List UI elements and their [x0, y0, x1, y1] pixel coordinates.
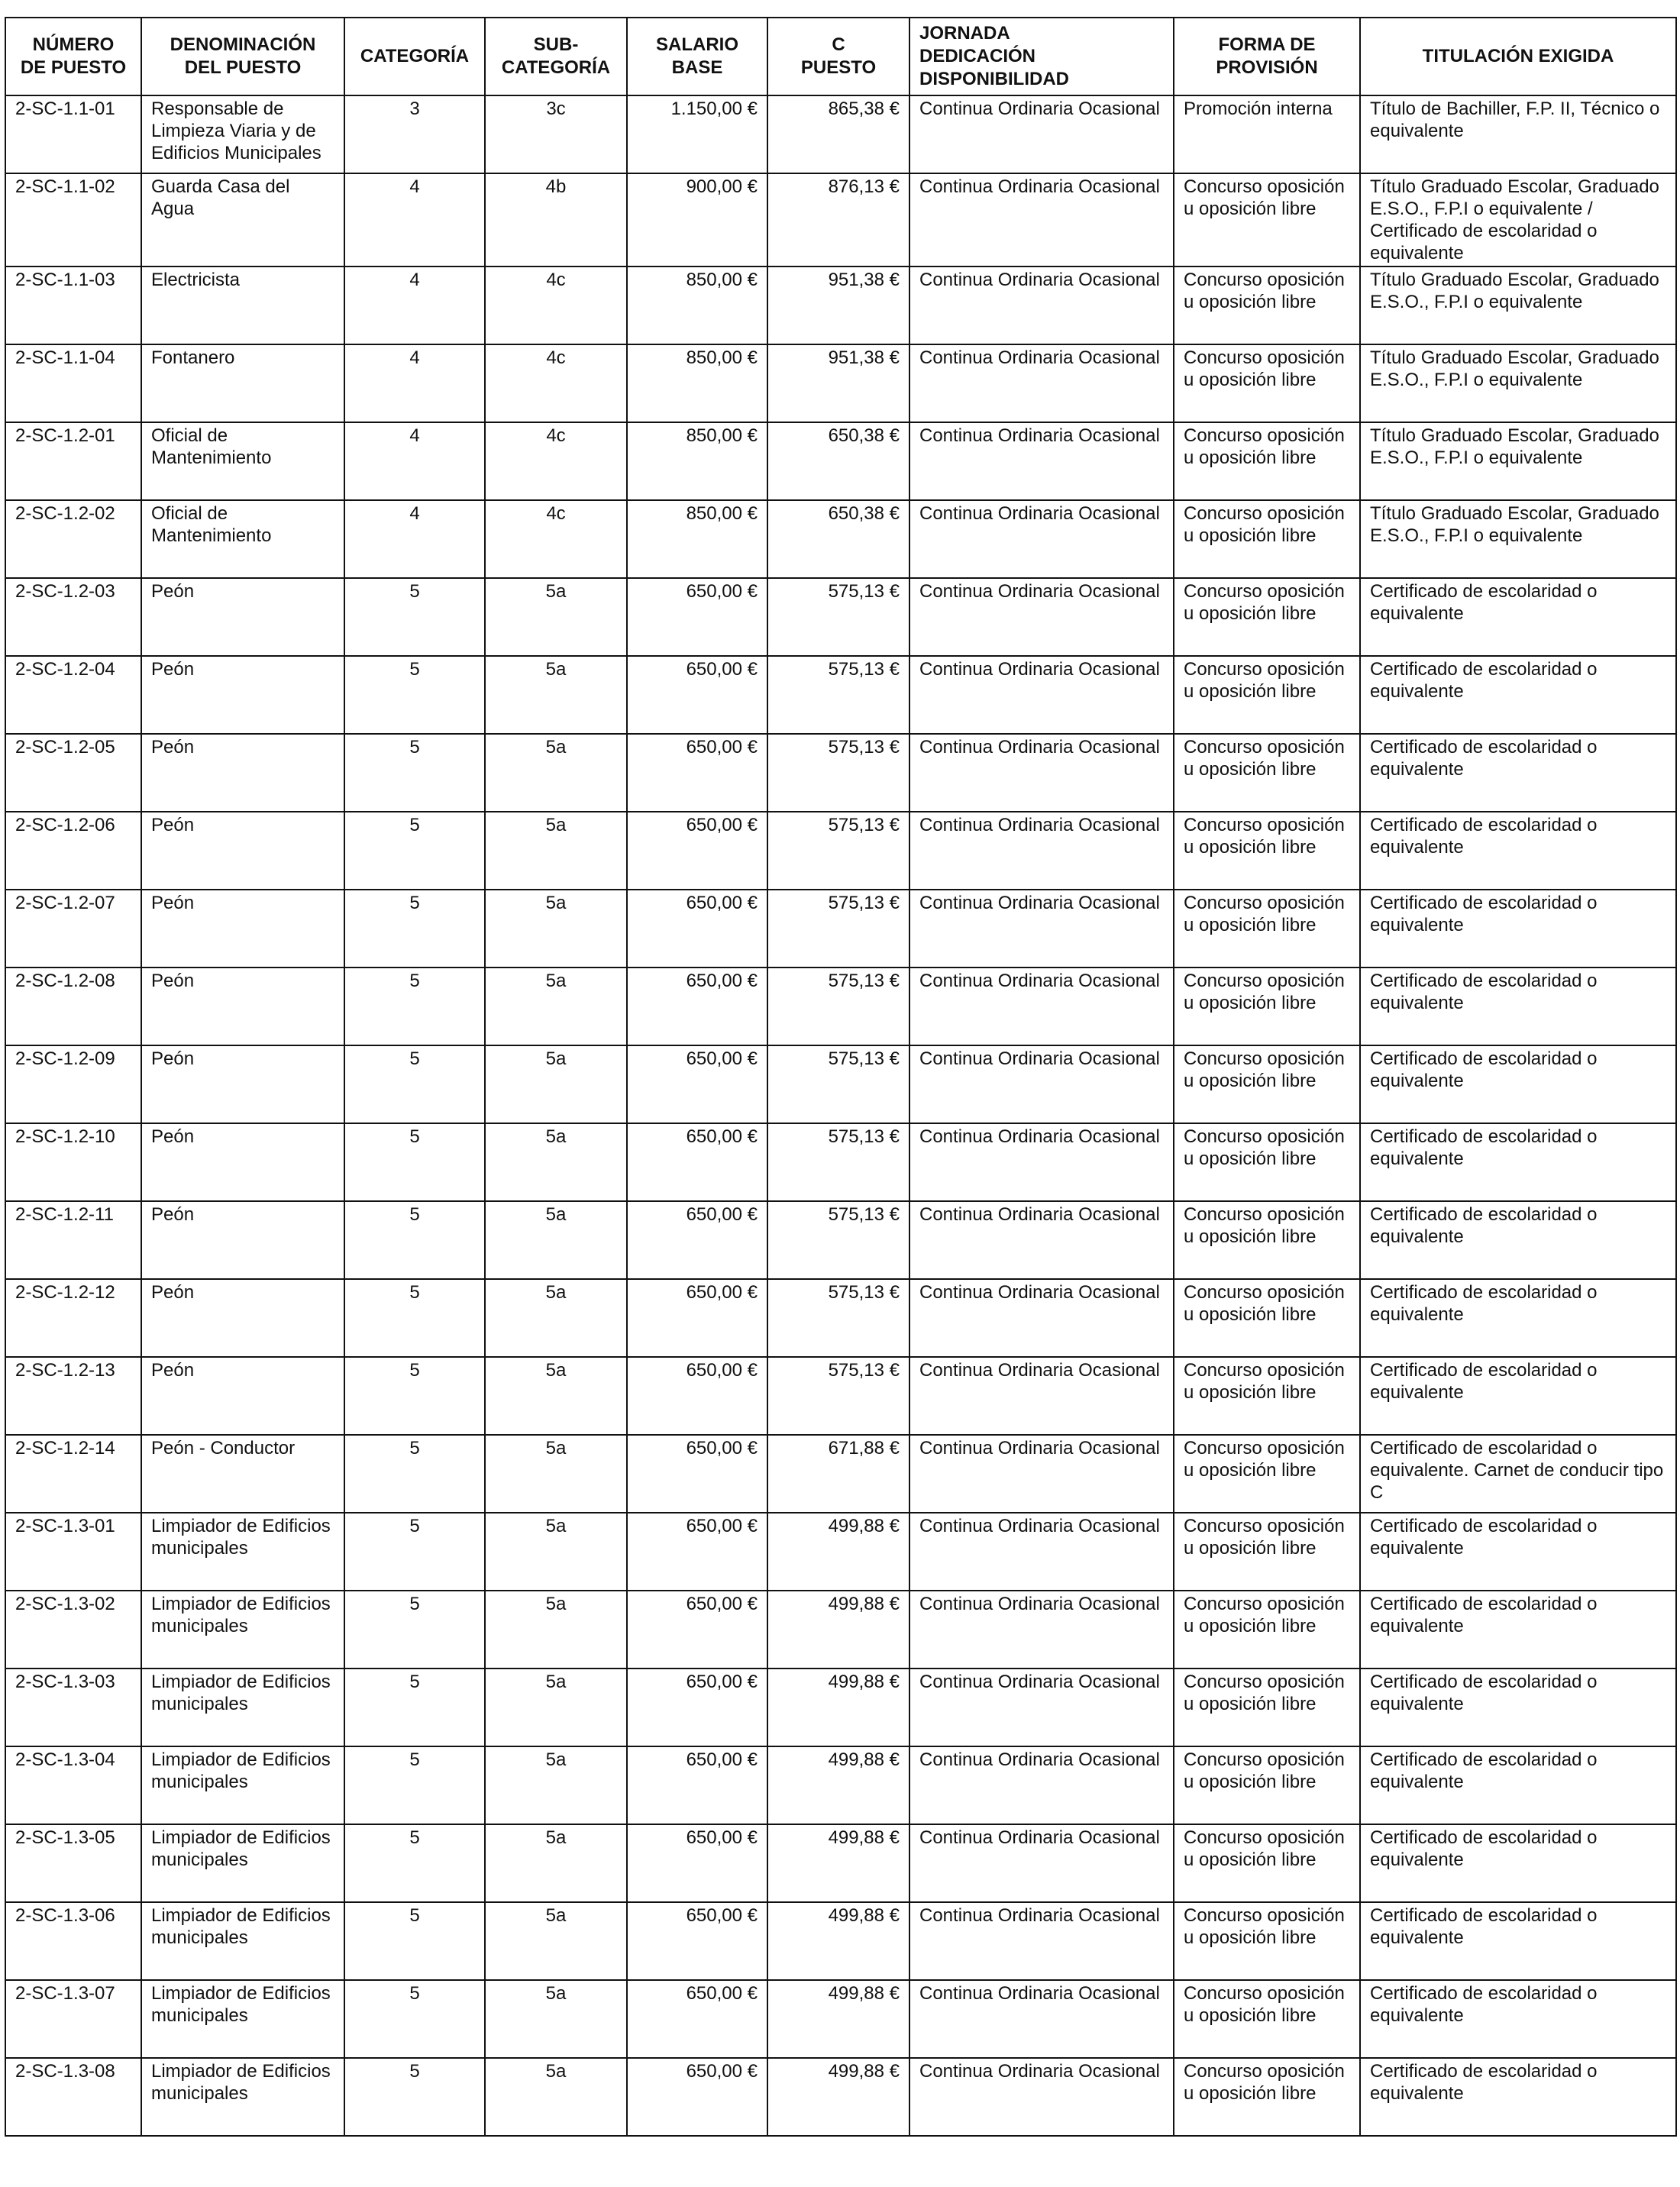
c-puesto-cell: 575,13 €: [767, 812, 909, 890]
subcategoria-cell: 5a: [485, 1824, 627, 1902]
denominacion-cell: Peón: [141, 656, 344, 734]
subcategoria-cell: 5a: [485, 1357, 627, 1435]
titulacion-cell: Certificado de escolaridad o equivalente. Carnet de conducir tipo C: [1360, 1435, 1676, 1513]
forma-provision-cell: Concurso oposición u oposición libre: [1174, 1201, 1360, 1279]
header-numero-puesto: NÚMERO DE PUESTO: [5, 18, 141, 95]
categoria-cell: 5: [344, 2058, 485, 2136]
c-puesto-cell: 499,88 €: [767, 1824, 909, 1902]
categoria-cell: 4: [344, 500, 485, 578]
categoria-cell: 5: [344, 812, 485, 890]
forma-provision-cell: Concurso oposición u oposición libre: [1174, 1357, 1360, 1435]
salario-base-cell: 650,00 €: [627, 1513, 767, 1591]
subcategoria-cell: 5a: [485, 812, 627, 890]
c-puesto-cell: 671,88 €: [767, 1435, 909, 1513]
table-row: [5, 1201, 1676, 1279]
forma-provision-cell: Concurso oposición u oposición libre: [1174, 422, 1360, 500]
numero-cell: 2-SC-1.3-07: [5, 1980, 141, 2058]
salario-base-cell: 650,00 €: [627, 1045, 767, 1123]
subcategoria-cell: 5a: [485, 1201, 627, 1279]
table-row: [5, 344, 1676, 422]
categoria-cell: 5: [344, 656, 485, 734]
titulacion-cell: Título de Bachiller, F.P. II, Técnico o equivalente: [1360, 95, 1676, 173]
titulacion-cell: Título Graduado Escolar, Graduado E.S.O., F.P.I o equivalente: [1360, 344, 1676, 422]
subcategoria-cell: 3c: [485, 95, 627, 173]
table-body: [5, 95, 1676, 2136]
numero-cell: 2-SC-1.3-03: [5, 1669, 141, 1746]
titulacion-cell: Certificado de escolaridad o equivalente: [1360, 1513, 1676, 1591]
categoria-cell: 5: [344, 578, 485, 656]
titulacion-cell: Certificado de escolaridad o equivalente: [1360, 734, 1676, 812]
denominacion-cell: Limpiador de Edificios municipales: [141, 1746, 344, 1824]
titulacion-cell: Certificado de escolaridad o equivalente: [1360, 812, 1676, 890]
salario-base-cell: 650,00 €: [627, 812, 767, 890]
salario-base-cell: 650,00 €: [627, 1435, 767, 1513]
salario-base-cell: 650,00 €: [627, 1201, 767, 1279]
header-subcategoria: SUB- CATEGORÍA: [485, 18, 627, 95]
table-row: [5, 95, 1676, 173]
subcategoria-cell: 4c: [485, 344, 627, 422]
forma-provision-cell: Concurso oposición u oposición libre: [1174, 173, 1360, 267]
numero-cell: 2-SC-1.2-09: [5, 1045, 141, 1123]
c-puesto-cell: 499,88 €: [767, 1513, 909, 1591]
table-header: [5, 18, 1676, 95]
titulacion-cell: Certificado de escolaridad o equivalente: [1360, 1746, 1676, 1824]
table-row: [5, 1435, 1676, 1513]
forma-provision-cell: Concurso oposición u oposición libre: [1174, 500, 1360, 578]
jornada-cell: Continua Ordinaria Ocasional: [909, 2058, 1174, 2136]
table-row: [5, 656, 1676, 734]
salario-base-cell: 850,00 €: [627, 344, 767, 422]
titulacion-cell: Certificado de escolaridad o equivalente: [1360, 2058, 1676, 2136]
salario-base-cell: 650,00 €: [627, 1746, 767, 1824]
denominacion-cell: Peón: [141, 1357, 344, 1435]
denominacion-cell: Peón: [141, 734, 344, 812]
categoria-cell: 3: [344, 95, 485, 173]
subcategoria-cell: 4c: [485, 267, 627, 344]
subcategoria-cell: 5a: [485, 1746, 627, 1824]
categoria-cell: 5: [344, 1045, 485, 1123]
salario-base-cell: 850,00 €: [627, 267, 767, 344]
salario-base-cell: 650,00 €: [627, 1279, 767, 1357]
subcategoria-cell: 4c: [485, 500, 627, 578]
categoria-cell: 5: [344, 1435, 485, 1513]
numero-cell: 2-SC-1.2-07: [5, 890, 141, 968]
denominacion-cell: Fontanero: [141, 344, 344, 422]
c-puesto-cell: 865,38 €: [767, 95, 909, 173]
titulacion-cell: Certificado de escolaridad o equivalente: [1360, 1279, 1676, 1357]
jornada-cell: Continua Ordinaria Ocasional: [909, 1902, 1174, 1980]
forma-provision-cell: Promoción interna: [1174, 95, 1360, 173]
titulacion-cell: Certificado de escolaridad o equivalente: [1360, 968, 1676, 1045]
forma-provision-cell: Concurso oposición u oposición libre: [1174, 1824, 1360, 1902]
salario-base-cell: 650,00 €: [627, 656, 767, 734]
subcategoria-cell: 5a: [485, 2058, 627, 2136]
numero-cell: 2-SC-1.2-14: [5, 1435, 141, 1513]
c-puesto-cell: 499,88 €: [767, 1980, 909, 2058]
denominacion-cell: Limpiador de Edificios municipales: [141, 1591, 344, 1669]
salario-base-cell: 650,00 €: [627, 968, 767, 1045]
numero-cell: 2-SC-1.1-02: [5, 173, 141, 267]
denominacion-cell: Peón: [141, 1045, 344, 1123]
subcategoria-cell: 5a: [485, 656, 627, 734]
c-puesto-cell: 650,38 €: [767, 500, 909, 578]
categoria-cell: 5: [344, 1279, 485, 1357]
titulacion-cell: Certificado de escolaridad o equivalente: [1360, 1980, 1676, 2058]
jornada-cell: Continua Ordinaria Ocasional: [909, 656, 1174, 734]
titulacion-cell: Certificado de escolaridad o equivalente: [1360, 1902, 1676, 1980]
denominacion-cell: Guarda Casa del Agua: [141, 173, 344, 267]
salario-base-cell: 900,00 €: [627, 173, 767, 267]
numero-cell: 2-SC-1.3-05: [5, 1824, 141, 1902]
jornada-cell: Continua Ordinaria Ocasional: [909, 95, 1174, 173]
table-row: [5, 1591, 1676, 1669]
subcategoria-cell: 5a: [485, 578, 627, 656]
subcategoria-cell: 5a: [485, 890, 627, 968]
forma-provision-cell: Concurso oposición u oposición libre: [1174, 1591, 1360, 1669]
jornada-cell: Continua Ordinaria Ocasional: [909, 812, 1174, 890]
c-puesto-cell: 575,13 €: [767, 1201, 909, 1279]
jornada-cell: Continua Ordinaria Ocasional: [909, 1279, 1174, 1357]
subcategoria-cell: 5a: [485, 734, 627, 812]
salario-base-cell: 650,00 €: [627, 1902, 767, 1980]
titulacion-cell: Certificado de escolaridad o equivalente: [1360, 1045, 1676, 1123]
denominacion-cell: Peón: [141, 890, 344, 968]
c-puesto-cell: 575,13 €: [767, 734, 909, 812]
denominacion-cell: Peón: [141, 1201, 344, 1279]
titulacion-cell: Certificado de escolaridad o equivalente: [1360, 578, 1676, 656]
forma-provision-cell: Concurso oposición u oposición libre: [1174, 344, 1360, 422]
categoria-cell: 4: [344, 422, 485, 500]
categoria-cell: 5: [344, 1513, 485, 1591]
subcategoria-cell: 5a: [485, 1513, 627, 1591]
table-row: [5, 734, 1676, 812]
numero-cell: 2-SC-1.3-01: [5, 1513, 141, 1591]
denominacion-cell: Limpiador de Edificios municipales: [141, 1824, 344, 1902]
forma-provision-cell: Concurso oposición u oposición libre: [1174, 968, 1360, 1045]
forma-provision-cell: Concurso oposición u oposición libre: [1174, 1279, 1360, 1357]
denominacion-cell: Oficial de Mantenimiento: [141, 500, 344, 578]
numero-cell: 2-SC-1.3-08: [5, 2058, 141, 2136]
numero-cell: 2-SC-1.3-06: [5, 1902, 141, 1980]
header-salario-base: SALARIO BASE: [627, 18, 767, 95]
table-row: [5, 2058, 1676, 2136]
denominacion-cell: Peón: [141, 1123, 344, 1201]
forma-provision-cell: Concurso oposición u oposición libre: [1174, 1902, 1360, 1980]
jornada-cell: Continua Ordinaria Ocasional: [909, 1045, 1174, 1123]
categoria-cell: 5: [344, 1746, 485, 1824]
salario-base-cell: 650,00 €: [627, 1591, 767, 1669]
categoria-cell: 5: [344, 1824, 485, 1902]
forma-provision-cell: Concurso oposición u oposición libre: [1174, 1513, 1360, 1591]
categoria-cell: 5: [344, 734, 485, 812]
c-puesto-cell: 575,13 €: [767, 1357, 909, 1435]
numero-cell: 2-SC-1.2-03: [5, 578, 141, 656]
salario-base-cell: 650,00 €: [627, 1669, 767, 1746]
table-row: [5, 1980, 1676, 2058]
jornada-cell: Continua Ordinaria Ocasional: [909, 1201, 1174, 1279]
titulacion-cell: Certificado de escolaridad o equivalente: [1360, 890, 1676, 968]
titulacion-cell: Certificado de escolaridad o equivalente: [1360, 1201, 1676, 1279]
header-titulacion: TITULACIÓN EXIGIDA: [1360, 18, 1676, 95]
jornada-cell: Continua Ordinaria Ocasional: [909, 1435, 1174, 1513]
subcategoria-cell: 5a: [485, 1435, 627, 1513]
forma-provision-cell: Concurso oposición u oposición libre: [1174, 267, 1360, 344]
c-puesto-cell: 575,13 €: [767, 968, 909, 1045]
categoria-cell: 5: [344, 968, 485, 1045]
titulacion-cell: Certificado de escolaridad o equivalente: [1360, 1357, 1676, 1435]
subcategoria-cell: 5a: [485, 1980, 627, 2058]
table-row: [5, 1513, 1676, 1591]
table-row: [5, 500, 1676, 578]
jornada-cell: Continua Ordinaria Ocasional: [909, 344, 1174, 422]
table-row: [5, 1357, 1676, 1435]
denominacion-cell: Limpiador de Edificios municipales: [141, 1513, 344, 1591]
numero-cell: 2-SC-1.2-01: [5, 422, 141, 500]
c-puesto-cell: 499,88 €: [767, 1669, 909, 1746]
jornada-cell: Continua Ordinaria Ocasional: [909, 1357, 1174, 1435]
table-row: [5, 812, 1676, 890]
table-row: [5, 422, 1676, 500]
titulacion-cell: Certificado de escolaridad o equivalente: [1360, 656, 1676, 734]
forma-provision-cell: Concurso oposición u oposición libre: [1174, 656, 1360, 734]
salario-base-cell: 1.150,00 €: [627, 95, 767, 173]
numero-cell: 2-SC-1.2-11: [5, 1201, 141, 1279]
jornada-cell: Continua Ordinaria Ocasional: [909, 500, 1174, 578]
salario-base-cell: 850,00 €: [627, 500, 767, 578]
denominacion-cell: Peón: [141, 1279, 344, 1357]
titulacion-cell: Certificado de escolaridad o equivalente: [1360, 1591, 1676, 1669]
titulacion-cell: Certificado de escolaridad o equivalente: [1360, 1123, 1676, 1201]
jornada-cell: Continua Ordinaria Ocasional: [909, 173, 1174, 267]
c-puesto-cell: 575,13 €: [767, 890, 909, 968]
denominacion-cell: Responsable de Limpieza Viaria y de Edificios Municipales: [141, 95, 344, 173]
numero-cell: 2-SC-1.2-04: [5, 656, 141, 734]
titulacion-cell: Título Graduado Escolar, Graduado E.S.O., F.P.I o equivalente: [1360, 422, 1676, 500]
categoria-cell: 5: [344, 1669, 485, 1746]
titulacion-cell: Certificado de escolaridad o equivalente: [1360, 1669, 1676, 1746]
numero-cell: 2-SC-1.2-12: [5, 1279, 141, 1357]
jornada-cell: Continua Ordinaria Ocasional: [909, 1591, 1174, 1669]
forma-provision-cell: Concurso oposición u oposición libre: [1174, 890, 1360, 968]
jornada-cell: Continua Ordinaria Ocasional: [909, 1980, 1174, 2058]
jornada-cell: Continua Ordinaria Ocasional: [909, 734, 1174, 812]
jornada-cell: Continua Ordinaria Ocasional: [909, 1669, 1174, 1746]
numero-cell: 2-SC-1.2-06: [5, 812, 141, 890]
numero-cell: 2-SC-1.1-04: [5, 344, 141, 422]
numero-cell: 2-SC-1.2-02: [5, 500, 141, 578]
jornada-cell: Continua Ordinaria Ocasional: [909, 1513, 1174, 1591]
c-puesto-cell: 951,38 €: [767, 267, 909, 344]
table-row: [5, 1824, 1676, 1902]
c-puesto-cell: 951,38 €: [767, 344, 909, 422]
jornada-cell: Continua Ordinaria Ocasional: [909, 968, 1174, 1045]
categoria-cell: 4: [344, 267, 485, 344]
forma-provision-cell: Concurso oposición u oposición libre: [1174, 2058, 1360, 2136]
salario-base-cell: 650,00 €: [627, 578, 767, 656]
table-row: [5, 1746, 1676, 1824]
table-row: [5, 1669, 1676, 1746]
numero-cell: 2-SC-1.3-04: [5, 1746, 141, 1824]
c-puesto-cell: 575,13 €: [767, 1045, 909, 1123]
categoria-cell: 5: [344, 1123, 485, 1201]
categoria-cell: 5: [344, 890, 485, 968]
header-denominacion: DENOMINACIÓN DEL PUESTO: [141, 18, 344, 95]
categoria-cell: 5: [344, 1980, 485, 2058]
titulacion-cell: Título Graduado Escolar, Graduado E.S.O., F.P.I o equivalente: [1360, 267, 1676, 344]
salario-base-cell: 650,00 €: [627, 1123, 767, 1201]
denominacion-cell: Limpiador de Edificios municipales: [141, 1902, 344, 1980]
categoria-cell: 5: [344, 1902, 485, 1980]
jornada-cell: Continua Ordinaria Ocasional: [909, 578, 1174, 656]
c-puesto-cell: 650,38 €: [767, 422, 909, 500]
denominacion-cell: Peón: [141, 578, 344, 656]
salario-base-cell: 650,00 €: [627, 1357, 767, 1435]
c-puesto-cell: 499,88 €: [767, 1902, 909, 1980]
categoria-cell: 5: [344, 1201, 485, 1279]
categoria-cell: 5: [344, 1357, 485, 1435]
jornada-cell: Continua Ordinaria Ocasional: [909, 1123, 1174, 1201]
categoria-cell: 4: [344, 173, 485, 267]
numero-cell: 2-SC-1.3-02: [5, 1591, 141, 1669]
salario-base-cell: 650,00 €: [627, 890, 767, 968]
header-categoria: CATEGORÍA: [344, 18, 485, 95]
c-puesto-cell: 499,88 €: [767, 1746, 909, 1824]
forma-provision-cell: Concurso oposición u oposición libre: [1174, 734, 1360, 812]
numero-cell: 2-SC-1.1-01: [5, 95, 141, 173]
forma-provision-cell: Concurso oposición u oposición libre: [1174, 1669, 1360, 1746]
jornada-cell: Continua Ordinaria Ocasional: [909, 267, 1174, 344]
salario-base-cell: 650,00 €: [627, 734, 767, 812]
jornada-cell: Continua Ordinaria Ocasional: [909, 1824, 1174, 1902]
subcategoria-cell: 5a: [485, 1045, 627, 1123]
c-puesto-cell: 575,13 €: [767, 1123, 909, 1201]
forma-provision-cell: Concurso oposición u oposición libre: [1174, 1045, 1360, 1123]
subcategoria-cell: 5a: [485, 968, 627, 1045]
table-row: [5, 578, 1676, 656]
table-row: [5, 1902, 1676, 1980]
subcategoria-cell: 5a: [485, 1123, 627, 1201]
salario-base-cell: 850,00 €: [627, 422, 767, 500]
numero-cell: 2-SC-1.1-03: [5, 267, 141, 344]
titulacion-cell: Título Graduado Escolar, Graduado E.S.O., F.P.I o equivalente / Certificado de escolaridad o equivalente: [1360, 173, 1676, 267]
numero-cell: 2-SC-1.2-05: [5, 734, 141, 812]
forma-provision-cell: Concurso oposición u oposición libre: [1174, 1980, 1360, 2058]
categoria-cell: 5: [344, 1591, 485, 1669]
subcategoria-cell: 5a: [485, 1591, 627, 1669]
table-row: [5, 1123, 1676, 1201]
subcategoria-cell: 5a: [485, 1669, 627, 1746]
numero-cell: 2-SC-1.2-08: [5, 968, 141, 1045]
subcategoria-cell: 4c: [485, 422, 627, 500]
titulacion-cell: Certificado de escolaridad o equivalente: [1360, 1824, 1676, 1902]
subcategoria-cell: 4b: [485, 173, 627, 267]
table-row: [5, 1279, 1676, 1357]
c-puesto-cell: 575,13 €: [767, 1279, 909, 1357]
header-forma-provision: FORMA DE PROVISIÓN: [1174, 18, 1360, 95]
subcategoria-cell: 5a: [485, 1902, 627, 1980]
c-puesto-cell: 876,13 €: [767, 173, 909, 267]
forma-provision-cell: Concurso oposición u oposición libre: [1174, 578, 1360, 656]
table-row: [5, 890, 1676, 968]
c-puesto-cell: 499,88 €: [767, 2058, 909, 2136]
titulacion-cell: Título Graduado Escolar, Graduado E.S.O., F.P.I o equivalente: [1360, 500, 1676, 578]
forma-provision-cell: Concurso oposición u oposición libre: [1174, 812, 1360, 890]
jornada-cell: Continua Ordinaria Ocasional: [909, 1746, 1174, 1824]
subcategoria-cell: 5a: [485, 1279, 627, 1357]
c-puesto-cell: 499,88 €: [767, 1591, 909, 1669]
forma-provision-cell: Concurso oposición u oposición libre: [1174, 1746, 1360, 1824]
header-c-puesto: C PUESTO: [767, 18, 909, 95]
c-puesto-cell: 575,13 €: [767, 656, 909, 734]
table-row: [5, 173, 1676, 267]
header-row: [5, 18, 1676, 95]
denominacion-cell: Peón: [141, 812, 344, 890]
salario-base-cell: 650,00 €: [627, 1824, 767, 1902]
denominacion-cell: Limpiador de Edificios municipales: [141, 1980, 344, 2058]
c-puesto-cell: 575,13 €: [767, 578, 909, 656]
denominacion-cell: Peón: [141, 968, 344, 1045]
forma-provision-cell: Concurso oposición u oposición libre: [1174, 1123, 1360, 1201]
salario-base-cell: 650,00 €: [627, 1980, 767, 2058]
salario-base-cell: 650,00 €: [627, 2058, 767, 2136]
table-row: [5, 968, 1676, 1045]
header-jornada: JORNADA DEDICACIÓN DISPONIBILIDAD: [909, 18, 1174, 95]
table-row: [5, 267, 1676, 344]
denominacion-cell: Limpiador de Edificios municipales: [141, 1669, 344, 1746]
table-row: [5, 1045, 1676, 1123]
numero-cell: 2-SC-1.2-13: [5, 1357, 141, 1435]
denominacion-cell: Peón - Conductor: [141, 1435, 344, 1513]
denominacion-cell: Electricista: [141, 267, 344, 344]
jornada-cell: Continua Ordinaria Ocasional: [909, 890, 1174, 968]
numero-cell: 2-SC-1.2-10: [5, 1123, 141, 1201]
forma-provision-cell: Concurso oposición u oposición libre: [1174, 1435, 1360, 1513]
job-positions-table: [5, 17, 1677, 2137]
categoria-cell: 4: [344, 344, 485, 422]
denominacion-cell: Limpiador de Edificios municipales: [141, 2058, 344, 2136]
denominacion-cell: Oficial de Mantenimiento: [141, 422, 344, 500]
jornada-cell: Continua Ordinaria Ocasional: [909, 422, 1174, 500]
